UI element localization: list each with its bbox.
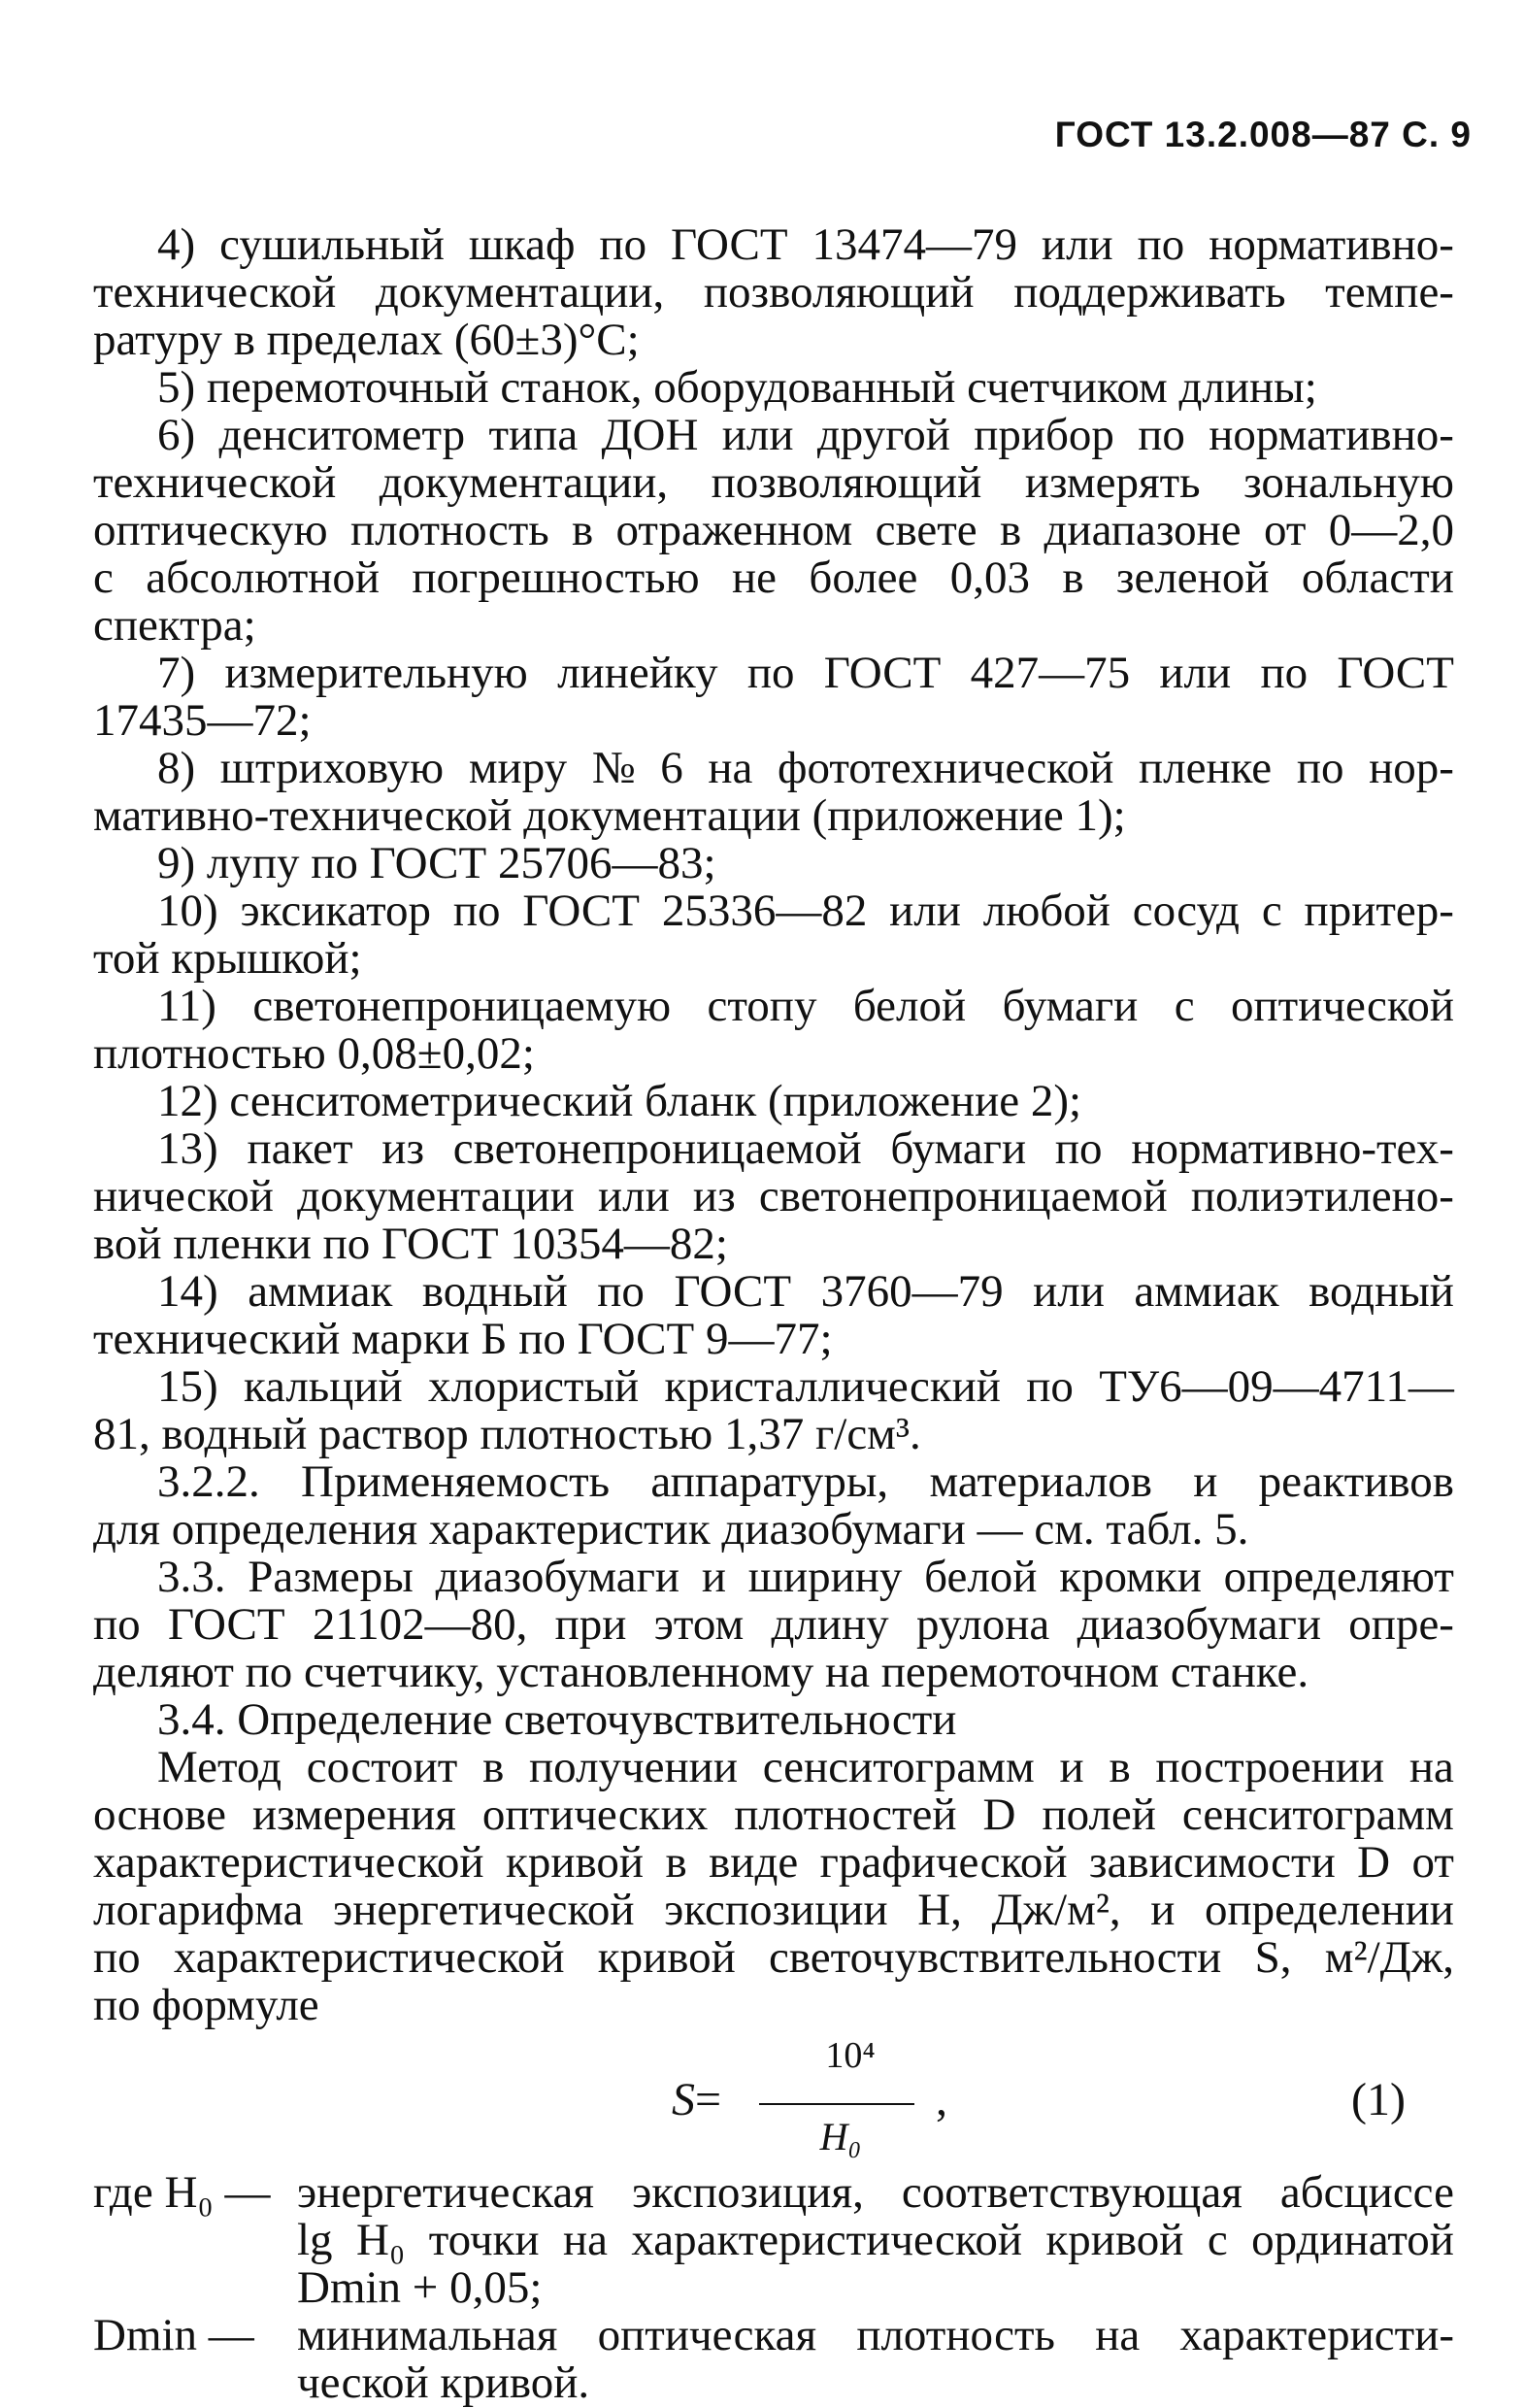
- formula-denominator: H₀: [819, 2115, 862, 2158]
- running-header: ГОСТ 13.2.008—87 С. 9: [1054, 115, 1472, 154]
- text-line: ческой кривой.: [297, 2358, 590, 2408]
- formula-lhs: S=: [672, 2074, 722, 2125]
- text-line: 10) эксикатор по ГОСТ 25336—82 или любой сосуд с притер-: [157, 886, 1454, 936]
- paragraph: [93, 1078, 1454, 1125]
- definition-item: [93, 2312, 1454, 2407]
- text-line: 9) лупу по ГОСТ 25706—83;: [157, 838, 716, 888]
- paragraph: [93, 1458, 1454, 1554]
- body-text: [93, 221, 1454, 2407]
- text-line: основе измерения оптических плотностей D полей сенситограмм: [93, 1789, 1454, 1840]
- paragraph: [93, 412, 1454, 650]
- paragraph-list: [93, 221, 1454, 2029]
- text-line: деляют по счетчику, установленному на перемоточном станке.: [93, 1647, 1309, 1697]
- text-line: 3.4. Определение светочувствительности: [157, 1694, 957, 1745]
- text-line: 6) денситометр типа ДОН или другой прибор по нормативно-: [157, 410, 1454, 460]
- text-line: с абсолютной погрешностью не более 0,03 в зеленой области: [93, 552, 1454, 603]
- text-line: оптическую плотность в отраженном свете в диапазоне от 0—2,0: [93, 505, 1454, 555]
- text-line: 3.3. Размеры диазобумаги и ширину белой кромки определяют: [157, 1552, 1454, 1602]
- paragraph: [93, 1268, 1454, 1363]
- paragraph: [93, 650, 1454, 745]
- formula-comma: ,: [936, 2074, 947, 2125]
- paragraph: [93, 1363, 1454, 1458]
- formula-1: [93, 2029, 1454, 2169]
- definition-description: [297, 2312, 1454, 2407]
- text-line: технической документации, позволяющий измерять зональную: [93, 457, 1454, 508]
- text-line: lg H₀ точки на характеристической кривой с ординатой: [297, 2215, 1454, 2265]
- text-line: 15) кальций хлористый кристаллический по ТУ6—09—4711—: [157, 1361, 1454, 1412]
- text-line: вой пленки по ГОСТ 10354—82;: [93, 1219, 728, 1269]
- text-line: 12) сенситометрический бланк (приложение 2);: [157, 1076, 1082, 1126]
- text-line: 14) аммиак водный по ГОСТ 3760—79 или аммиак водный: [157, 1266, 1454, 1317]
- equation-number: (1): [1351, 2074, 1406, 2125]
- text-line: Dmin + 0,05;: [297, 2262, 543, 2313]
- definition-description: [297, 2169, 1454, 2312]
- formula-numerator: 10⁴: [825, 2035, 876, 2076]
- text-line: 81, водный раствор плотностью 1,37 г/см³.: [93, 1409, 921, 1459]
- definitions-list: [93, 2169, 1454, 2407]
- text-line: той крышкой;: [93, 933, 362, 984]
- definition-item: [93, 2169, 1454, 2312]
- text-line: мативно-технической документации (приложение 1);: [93, 790, 1126, 841]
- definition-term: где H₀ —: [93, 2167, 271, 2218]
- text-line: спектра;: [93, 600, 256, 651]
- paragraph: [93, 1744, 1454, 2029]
- paragraph: [93, 364, 1454, 412]
- text-line: по ГОСТ 21102—80, при этом длину рулона диазобумаги опре-: [93, 1599, 1454, 1650]
- text-line: Метод состоит в получении сенситограмм и в построении на: [157, 1742, 1454, 1792]
- text-line: для определения характеристик диазобумаги — см. табл. 5.: [93, 1504, 1249, 1555]
- text-line: технический марки Б по ГОСТ 9—77;: [93, 1314, 833, 1364]
- text-line: по формуле: [93, 1980, 319, 2030]
- text-line: нической документации или из светонепроницаемой полиэтилено-: [93, 1171, 1454, 1221]
- paragraph: [93, 745, 1454, 840]
- text-line: логарифма энергетической экспозиции H, Дж/м², и определении: [93, 1885, 1454, 1935]
- text-line: 5) перемоточный станок, оборудованный счетчиком длины;: [157, 362, 1317, 413]
- text-line: технической документации, позволяющий поддерживать темпе-: [93, 267, 1454, 318]
- text-line: 7) измерительную линейку по ГОСТ 427—75 или по ГОСТ: [157, 648, 1454, 698]
- text-line: 13) пакет из светонепроницаемой бумаги по нормативно-тех-: [157, 1123, 1454, 1174]
- paragraph: [93, 983, 1454, 1078]
- paragraph: [93, 1125, 1454, 1268]
- fraction-bar: [759, 2103, 914, 2105]
- text-line: плотностью 0,08±0,02;: [93, 1028, 535, 1079]
- text-line: 11) светонепроницаемую стопу белой бумаги с оптической: [157, 981, 1454, 1031]
- text-line: минимальная оптическая плотность на характеристи-: [297, 2310, 1454, 2360]
- text-line: 3.2.2. Применяемость аппаратуры, материалов и реактивов: [157, 1456, 1454, 1507]
- paragraph: [93, 1696, 1454, 1744]
- paragraph: [93, 1554, 1454, 1696]
- paragraph: [93, 221, 1454, 364]
- paragraph: [93, 840, 1454, 887]
- text-line: 17435—72;: [93, 695, 312, 746]
- definition-term: Dmin —: [93, 2310, 254, 2360]
- text-line: 4) сушильный шкаф по ГОСТ 13474—79 или по нормативно-: [157, 219, 1454, 270]
- text-line: энергетическая экспозиция, соответствующая абсциссе: [297, 2167, 1454, 2218]
- text-line: характеристической кривой в виде графической зависимости D от: [93, 1837, 1454, 1888]
- text-line: по характеристической кривой светочувствительности S, м²/Дж,: [93, 1932, 1454, 1983]
- text-line: 8) штриховую миру № 6 на фототехнической пленке по нор-: [157, 743, 1454, 793]
- text-line: ратуру в пределах (60±3)°С;: [93, 315, 640, 365]
- paragraph: [93, 887, 1454, 983]
